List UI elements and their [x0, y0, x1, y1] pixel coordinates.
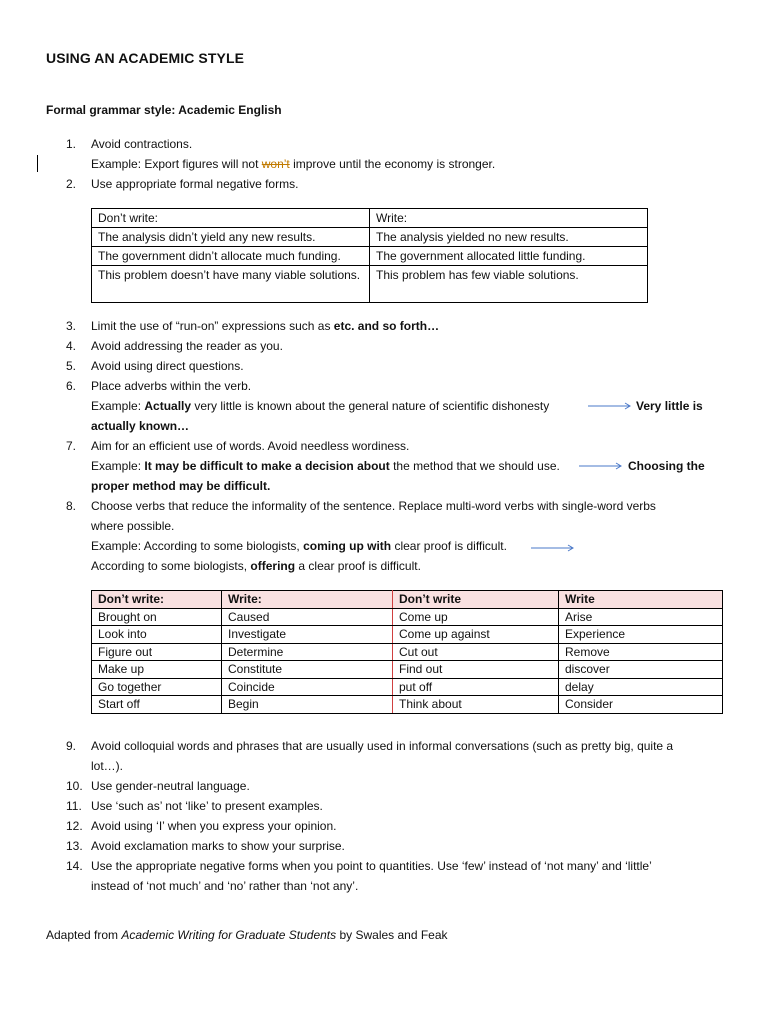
item-text: Place adverbs within the verb.: [91, 379, 252, 393]
example-bold: coming up with: [303, 539, 392, 553]
table-cell: Come up against: [393, 626, 559, 644]
example-prefix: Example: According to some biologists,: [91, 539, 304, 553]
item-number: 3.: [66, 319, 77, 333]
table-cell: Constitute: [222, 661, 393, 679]
table-header-row: [92, 591, 723, 609]
table-cell: Coincide: [222, 678, 393, 696]
page-title: USING AN ACADEMIC STYLE: [46, 50, 245, 66]
item-text: Use the appropriate negative forms when you point to quantities. Use ‘few’ instead of ‘not many’ and ‘little’: [91, 859, 652, 873]
example-result: Choosing the: [628, 459, 705, 473]
item-number: 1.: [66, 137, 77, 151]
table-cell: Look into: [92, 626, 222, 644]
table-row: [92, 626, 723, 644]
example-text: Example: Export figures will not: [91, 157, 262, 171]
item-text: Avoid colloquial words and phrases that are usually used in informal conversations (such as pretty big, quite a: [91, 739, 674, 753]
table-cell: Begin: [222, 696, 393, 714]
footer-prefix: Adapted from: [46, 928, 122, 942]
example-text: very little is known about the general nature of scientific dishonesty: [191, 399, 550, 413]
struck-text: won’t: [261, 157, 290, 171]
table-header-cell: Write: [559, 591, 723, 609]
item-text: Limit the use of “run-on” expressions such as: [91, 319, 334, 333]
item-number: 4.: [66, 339, 77, 353]
example-bold: Actually: [144, 399, 192, 413]
table-cell: Think about: [393, 696, 559, 714]
footer-suffix: by Swales and Feak: [336, 928, 448, 942]
table-cell: Determine: [222, 643, 393, 661]
item-text: Avoid using direct questions.: [91, 359, 244, 373]
source-attribution: [46, 928, 448, 942]
item-number: 9.: [66, 739, 77, 753]
table-cell: This problem doesn’t have many viable solutions.: [92, 266, 370, 303]
example-text: a clear proof is difficult.: [295, 559, 421, 573]
table-cell: Cut out: [393, 643, 559, 661]
item-number: 13.: [66, 839, 83, 853]
table-cell: Go together: [92, 678, 222, 696]
item-text-cont: where possible.: [91, 519, 175, 533]
example-text: the method that we should use.: [389, 459, 560, 473]
table-cell: The government allocated little funding.: [370, 247, 648, 266]
table-cell: The analysis yielded no new results.: [370, 228, 648, 247]
example-result-cont: actually known…: [91, 419, 190, 433]
item-text: Aim for an efficient use of words. Avoid needless wordiness.: [91, 439, 410, 453]
table-cell: The government didn’t allocate much funding.: [92, 247, 370, 266]
item-number: 11.: [66, 799, 82, 813]
phrasal-verbs-table: [91, 590, 723, 714]
item-number: 6.: [66, 379, 77, 393]
item-number: 2.: [66, 177, 77, 191]
example-prefix: Example:: [91, 459, 145, 473]
arrow-right-icon: [588, 402, 632, 410]
table-row: [92, 661, 723, 679]
table-cell: Brought on: [92, 608, 222, 626]
item-text: Avoid exclamation marks to show your surprise.: [91, 839, 345, 853]
table-cell: Start off: [92, 696, 222, 714]
table-header-cell: Don’t write: [393, 591, 559, 609]
example-text-end: improve until the economy is stronger.: [289, 157, 496, 171]
table-cell: Remove: [559, 643, 723, 661]
table-cell: The analysis didn’t yield any new results.: [92, 228, 370, 247]
item-text: Choose verbs that reduce the informality of the sentence. Replace multi-word verbs with single-word verbs: [91, 499, 656, 513]
item-text: Use ‘such as’ not ‘like’ to present examples.: [91, 799, 323, 813]
example-result: Very little is: [636, 399, 703, 413]
item-number: 14.: [66, 859, 83, 873]
item-number: 12.: [66, 819, 83, 833]
item-text-cont: instead of ‘not much’ and ‘no’ rather than ‘not any’.: [91, 879, 359, 893]
item-text: Use appropriate formal negative forms.: [91, 177, 299, 191]
table-cell: discover: [559, 661, 723, 679]
table-cell: Experience: [559, 626, 723, 644]
table-row: [92, 696, 723, 714]
table-row: [92, 228, 648, 247]
item-text: Avoid addressing the reader as you.: [91, 339, 283, 353]
table-header-cell: Write:: [222, 591, 393, 609]
table-row: [92, 678, 723, 696]
item-number: 10.: [66, 779, 83, 793]
example-result-cont: proper method may be difficult.: [91, 479, 271, 493]
table-cell: Come up: [393, 608, 559, 626]
book-title: Academic Writing for Graduate Students: [121, 928, 337, 942]
item-text: Avoid using ‘I’ when you express your opinion.: [91, 819, 337, 833]
example-prefix: According to some biologists,: [91, 559, 251, 573]
table-cell: Make up: [92, 661, 222, 679]
text-cursor: [37, 155, 38, 172]
example-prefix: Example:: [91, 399, 145, 413]
arrow-right-icon: [579, 462, 623, 470]
table-cell: This problem has few viable solutions.: [370, 266, 648, 303]
section-subtitle: Formal grammar style: Academic English: [46, 103, 282, 117]
example-text: clear proof is difficult.: [391, 539, 507, 553]
item-number: 5.: [66, 359, 77, 373]
table-header-row: [92, 209, 648, 228]
table-cell: put off: [393, 678, 559, 696]
table-cell: delay: [559, 678, 723, 696]
table-row: [92, 247, 648, 266]
table-header-cell: Write:: [370, 209, 648, 228]
table-cell: Find out: [393, 661, 559, 679]
table-cell: Consider: [559, 696, 723, 714]
table-cell: Figure out: [92, 643, 222, 661]
item-text: Use gender-neutral language.: [91, 779, 250, 793]
table-row: [92, 608, 723, 626]
item-text: Avoid contractions.: [91, 137, 193, 151]
table-cell: Caused: [222, 608, 393, 626]
example-bold: offering: [250, 559, 296, 573]
example-bold: It may be difficult to make a decision about: [144, 459, 390, 473]
table-cell: Arise: [559, 608, 723, 626]
item-number: 7.: [66, 439, 77, 453]
table-row: [92, 266, 648, 303]
table-header-cell: Don’t write:: [92, 209, 370, 228]
item-bold-text: etc. and so forth…: [333, 319, 440, 333]
table-row: [92, 643, 723, 661]
table-cell: Investigate: [222, 626, 393, 644]
item-number: 8.: [66, 499, 77, 513]
table-header-cell: Don’t write:: [92, 591, 222, 609]
negative-forms-table: [91, 208, 648, 303]
arrow-right-icon: [531, 544, 575, 552]
item-text-cont: lot…).: [91, 759, 124, 773]
